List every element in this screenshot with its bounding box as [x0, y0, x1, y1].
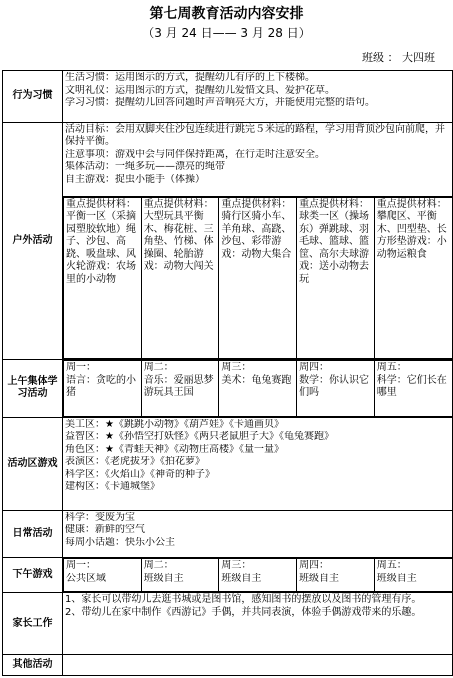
routine-content [63, 71, 453, 123]
outdoor-line: 注意事项：游戏中会与同伴保持距离，在行走时注意安全。 [65, 148, 325, 160]
areas-game-content [63, 417, 453, 510]
afternoon-day-cell: 周二： 班级自主 [141, 559, 219, 592]
outdoor-area-cell: 重点提供材料：平衡一区（采摘园塑胶软地）绳子、沙包、高跷、吸盘球、风火轮游戏：农场里的小动物 [64, 197, 142, 358]
outdoor-line: 活动目标：会用双脚夹住沙包连续进行跳完５米远的路程，学习用背顶沙包向前爬，并保持平衡。 [65, 123, 445, 148]
morning-day-cell: 周三： 美术：龟兔赛跑 [219, 361, 297, 417]
row-morning [3, 360, 453, 418]
outdoor-line: 自主游戏：捉虫小能手（体操） [65, 173, 205, 185]
morning-day-cell: 周二： 音乐：爱丽思梦游玩具王国 [141, 361, 219, 417]
schedule-table [2, 70, 453, 676]
row-label-outdoor: 户外活动 [3, 122, 63, 359]
area-game-line: 角色区：★《青蛙天神》《动物庄高楼》《量一量》 [65, 443, 284, 455]
afternoon-day-cell: 周一： 公共区域 [64, 559, 142, 592]
daily-content [63, 510, 453, 557]
area-game-line: 表演区：《老虎拔牙》《拍花萝》 [65, 456, 205, 468]
row-afternoon [3, 558, 453, 593]
outdoor-area-cell: 重点提供材料：攀爬区、平衡木、凹型垫、长方形垫游戏：小动物运粮食 [374, 197, 452, 358]
outdoor-areas [63, 196, 453, 359]
class-label: 班级 ： 大四班 [362, 51, 435, 64]
routine-line: 学习习惯：提醒幼儿回答问题时声音响亮大方，并能使用完整的语句。 [65, 97, 375, 108]
outdoor-goals [63, 122, 453, 196]
daily-line: 科学：变废为宝 [65, 511, 135, 523]
afternoon-day-cell: 周四： 班级自主 [297, 559, 375, 592]
parents-content [63, 593, 453, 655]
daily-line: 健康：新鲜的空气 [65, 524, 145, 536]
afternoon-day-cell: 周五： 班级自主 [374, 559, 452, 592]
page-title: 第七周教育活动内容安排 [149, 6, 304, 22]
area-game-line: 科学区：《火焰山》《神奇的种子》 [65, 468, 215, 480]
row-label-daily: 日常活动 [3, 510, 63, 557]
area-game-line: 益智区：★《孙悟空打妖怪》《两只老鼠胆子大》《龟兔赛跑》 [65, 431, 334, 443]
afternoon-day-cell: 周三： 班级自主 [219, 559, 297, 592]
row-label-other: 其他活动 [3, 655, 63, 676]
date-range: （3 月 24 日—— 3 月 28 日） [142, 26, 311, 40]
morning-day-grid [63, 360, 452, 417]
row-label-parents: 家长工作 [3, 593, 63, 655]
row-other [3, 655, 453, 676]
parents-line: 2、带幼儿在家中制作《西游记》手偶，并共同表演，体验手偶游戏带来的乐趣。 [65, 606, 422, 618]
row-label-routine: 行为习惯 [3, 71, 63, 123]
outdoor-area-cell: 重点提供材料：大型玩具平衡木、梅花桩、三角垫、竹梯、体操圈、轮胎游戏：动物大闯关 [141, 197, 219, 358]
routine-line: 文明礼仪：运用图示的方式，提醒幼儿爱惜文具、爱护花草。 [65, 84, 335, 96]
row-label-areas-game: 活动区游戏 [3, 417, 63, 510]
morning-day-cell: 周一： 语言：贪吃的小猪 [64, 361, 142, 417]
daily-line: 每周小话题：快乐小公主 [65, 536, 175, 548]
row-outdoor-areas [3, 196, 453, 359]
parents-line: 1、家长可以带幼儿去逛书城或是图书馆，感知图书的摆放以及图书的管理有序。 [65, 594, 422, 606]
row-label-afternoon: 下午游戏 [3, 558, 63, 593]
morning-day-cell: 周五： 科学：它们长在哪里 [374, 361, 452, 417]
routine-line: 生活习惯：运用图示的方式，提醒幼儿有序的上下楼梯。 [65, 72, 315, 83]
row-routine [3, 71, 453, 123]
outdoor-area-grid [63, 197, 452, 359]
area-game-line: 建构区：《卡通城堡》 [65, 481, 160, 493]
row-parents [3, 593, 453, 655]
outdoor-area-cell: 重点提供材料：骑行区骑小车、羊角球、高跷、沙包、彩带游戏：动物大集合 [219, 197, 297, 358]
row-outdoor-goals [3, 122, 453, 196]
afternoon-day-grid [63, 558, 452, 592]
row-daily [3, 510, 453, 557]
outdoor-line: 集体活动：一绳多玩——漂亮的绳带 [65, 161, 225, 173]
row-label-morning: 上午集体学习活动 [3, 360, 63, 418]
morning-day-cell: 周四： 数学：你认识它们吗 [297, 361, 375, 417]
outdoor-area-cell: 重点提供材料：球类一区（操场东）弹跳球、羽毛球、篮球、篮筐、高尔夫球游戏：送小动物去玩 [297, 197, 375, 358]
area-game-line: 美工区：★《跳跳小动物》《葫芦娃》《卡通画贝》 [65, 418, 284, 430]
other-content [63, 655, 453, 676]
afternoon-days [63, 558, 453, 593]
morning-days [63, 360, 453, 418]
row-areas-game [3, 417, 453, 510]
